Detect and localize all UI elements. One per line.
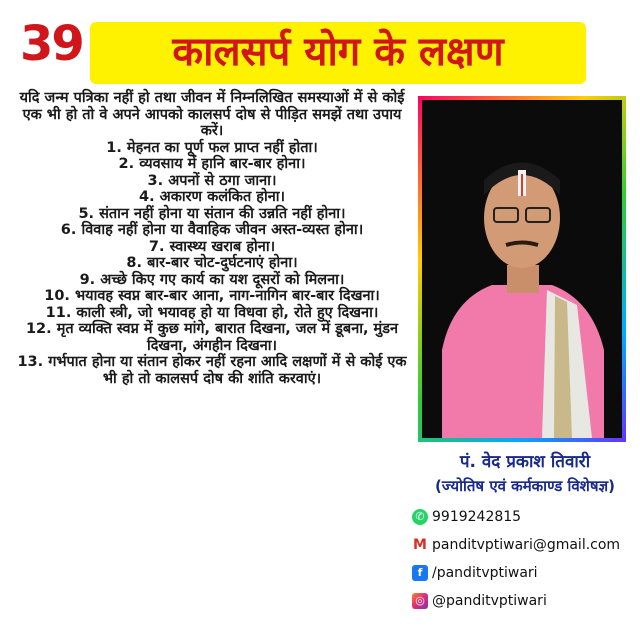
item-text: अपनों से ठगा जाना। <box>168 172 277 189</box>
list-item <box>14 222 410 239</box>
item-number: 1. <box>106 139 122 156</box>
gmail-icon: M <box>413 537 427 553</box>
instagram-handle: @panditvptiwari <box>432 593 547 609</box>
facebook-row[interactable] <box>412 562 538 584</box>
portrait-photo <box>422 100 622 438</box>
contact-name: पं. वेद प्रकाश तिवारी <box>459 452 591 472</box>
item-number: 4. <box>138 189 155 205</box>
intro-text: यदि जन्म पत्रिका नहीं हो तथा जीवन में निम्नलिखित समस्याओं में से कोई एक भी हो तो वे अपने आपको कालसर्प दोष से पीड़ित समझें तथा उपाय करें। <box>19 90 405 139</box>
item-number: 10. <box>44 288 70 304</box>
item-text: बार-बार चोट-दुर्घटनाएं होना। <box>147 255 298 271</box>
phone-number: 9919242815 <box>432 509 522 525</box>
item-number: 8. <box>126 255 143 271</box>
item-text: मृत व्यक्ति स्वप्न में कुछ मांगे, बारात दिखना, जल में डूबना, मुंडन दिखना, अंगहीन दिखना। <box>56 321 399 354</box>
title-banner <box>90 22 586 84</box>
item-number: 3. <box>147 172 164 189</box>
list-item <box>14 272 410 289</box>
header <box>0 0 640 84</box>
item-text: गर्भपात होना या संतान होकर नहीं रहना आदि लक्षणों में से कोई एक भी हो तो कालसर्प दोष की शांति करवाएं। <box>48 354 407 387</box>
list-item <box>14 173 410 190</box>
list-item <box>14 140 410 157</box>
phone-row[interactable] <box>412 506 521 528</box>
items-container <box>14 140 410 388</box>
item-text: स्वास्थ्य खराब होना। <box>169 238 276 255</box>
contact-role: (ज्योतिष एवं कर्मकाण्ड विशेषज्ञ) <box>434 477 616 495</box>
list-item <box>14 239 410 256</box>
item-text: व्यवसाय में हानि बार-बार होना। <box>139 156 306 172</box>
instagram-icon: ◎ <box>412 593 428 609</box>
post-number: 39 <box>20 16 83 72</box>
whatsapp-icon: ✆ <box>412 509 428 525</box>
item-text: संतान नहीं होना या संतान की उन्नति नहीं होना। <box>99 205 346 222</box>
list-item <box>14 156 410 173</box>
list-item <box>14 206 410 223</box>
facebook-icon: f <box>412 565 428 581</box>
item-text: अकारण कलंकित होना। <box>159 189 286 205</box>
item-number: 9. <box>79 271 96 288</box>
item-number: 5. <box>78 205 95 222</box>
item-text: विवाह नहीं होना या वैवाहिक जीवन अस्त-व्यस्त होना। <box>81 222 364 238</box>
item-number: 2. <box>118 156 135 172</box>
item-number: 6. <box>60 222 77 238</box>
list-item <box>14 354 410 387</box>
list-item <box>14 189 410 206</box>
item-number: 13. <box>17 354 44 370</box>
item-number: 11. <box>45 304 72 321</box>
page-title: कालसर्प योग के लक्षण <box>172 29 504 75</box>
item-number: 7. <box>148 238 165 255</box>
facebook-handle: /panditvptiwari <box>432 565 538 581</box>
list-item <box>14 305 410 322</box>
item-text: अच्छे किए गए कार्य का यश दूसरों को मिलना। <box>100 271 345 288</box>
item-text: काली स्त्री, जो भयावह हो या विधवा हो, रोते हुए दिखना। <box>76 304 379 321</box>
photo-frame <box>418 96 626 442</box>
item-text: भयावह स्वप्न बार-बार आना, नाग-नागिन बार-बार दिखना। <box>74 288 380 304</box>
email-address: panditvptiwari@gmail.com <box>432 537 621 553</box>
email-row[interactable] <box>412 534 620 556</box>
list-item <box>14 255 410 272</box>
instagram-row[interactable] <box>412 590 547 612</box>
list-item <box>14 321 410 354</box>
item-number: 12. <box>25 321 52 337</box>
portrait-illustration <box>422 100 622 438</box>
symptoms-list <box>14 90 410 387</box>
list-item <box>14 288 410 305</box>
item-text: मेहनत का पूर्ण फल प्राप्त नहीं होता। <box>126 139 318 156</box>
